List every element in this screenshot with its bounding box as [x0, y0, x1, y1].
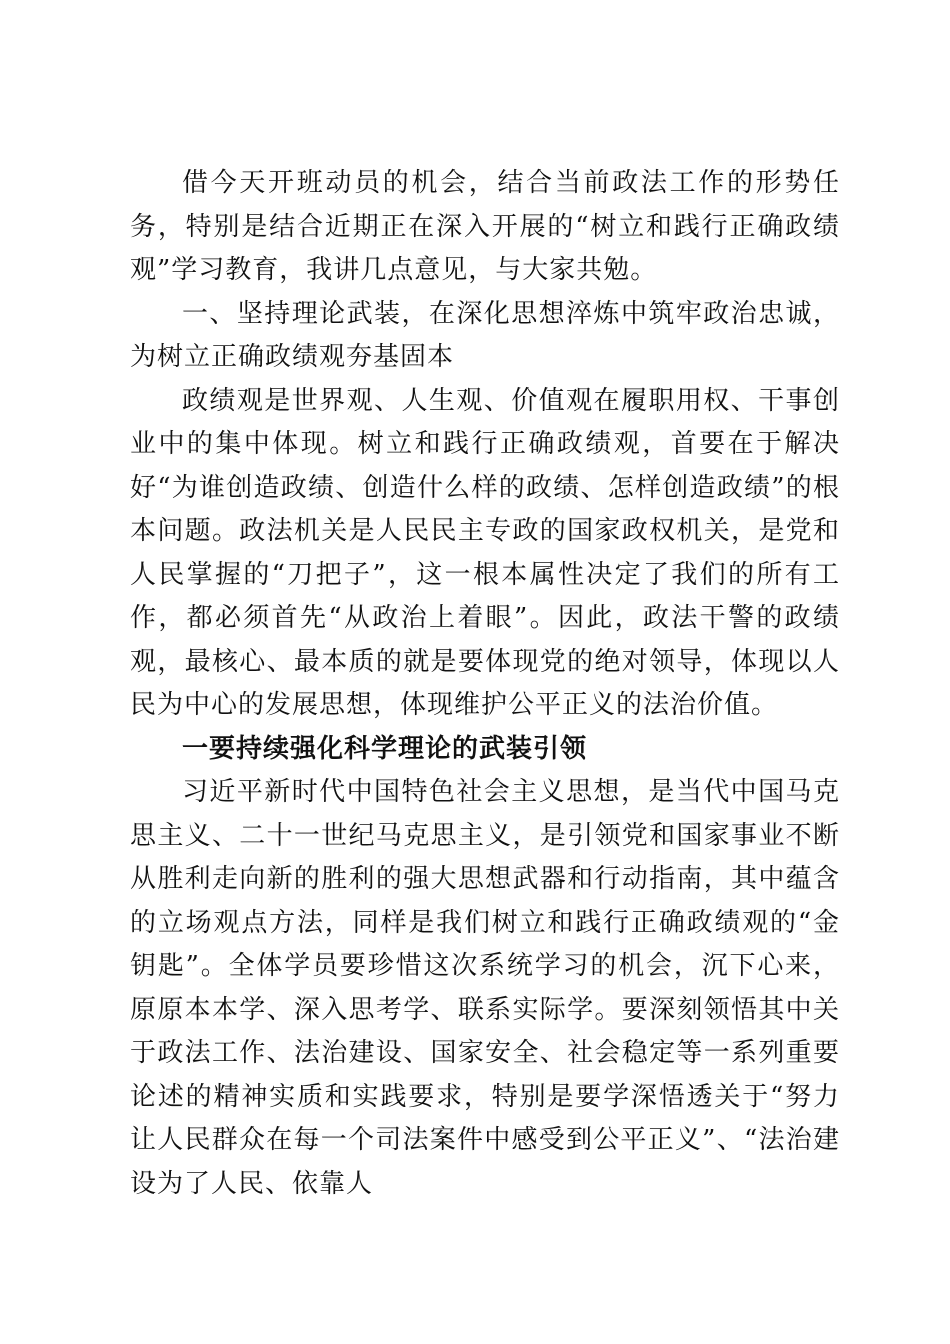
subheading-1: 一要持续强化科学理论的武装引领: [182, 733, 588, 764]
body-paragraph-2: 习近平新时代中国特色社会主义思想，是当代中国马克思主义、二十一世纪马克思主义，是引领党和国家事业不断从胜利走向新的胜利的强大思想武器和行动指南，其中蕴含的立场观点方法，同样是我们树立和践行正确政绩观的“金钥匙”。全体学员要珍惜这次系统学习的机会，沉下心来，原原本本学、深入思考学、联系实际学。要深刻领悟其中关于政法工作、法治建设、国家安全、社会稳定等一系列重要论述的精神实质和实践要求，特别是要学深悟透关于“努力让人民群众在每一个司法案件中感受到公平正义”、“法治建设为了人民、依靠人: [130, 777, 840, 1199]
section-heading-1: 一、坚持理论武装，在深化思想淬炼中筑牢政治忠诚，为树立正确政绩观夯基固本: [130, 298, 840, 372]
intro-paragraph: 借今天开班动员的机会，结合当前政法工作的形势任务，特别是结合近期正在深入开展的“树立和践行正确政绩观”学习教育，我讲几点意见，与大家共勉。: [130, 168, 840, 285]
document-page: [130, 162, 840, 1206]
body-paragraph-1: 政绩观是世界观、人生观、价值观在履职用权、干事创业中的集中体现。树立和践行正确政绩观，首要在于解决好“为谁创造政绩、创造什么样的政绩、怎样创造政绩”的根本问题。政法机关是人民民主专政的国家政权机关，是党和人民掌握的“刀把子”，这一根本属性决定了我们的所有工作，都必须首先“从政治上着眼”。因此，政法干警的政绩观，最核心、最本质的就是要体现党的绝对领导，体现以人民为中心的发展思想，体现维护公平正义的法治价值。: [130, 385, 840, 720]
